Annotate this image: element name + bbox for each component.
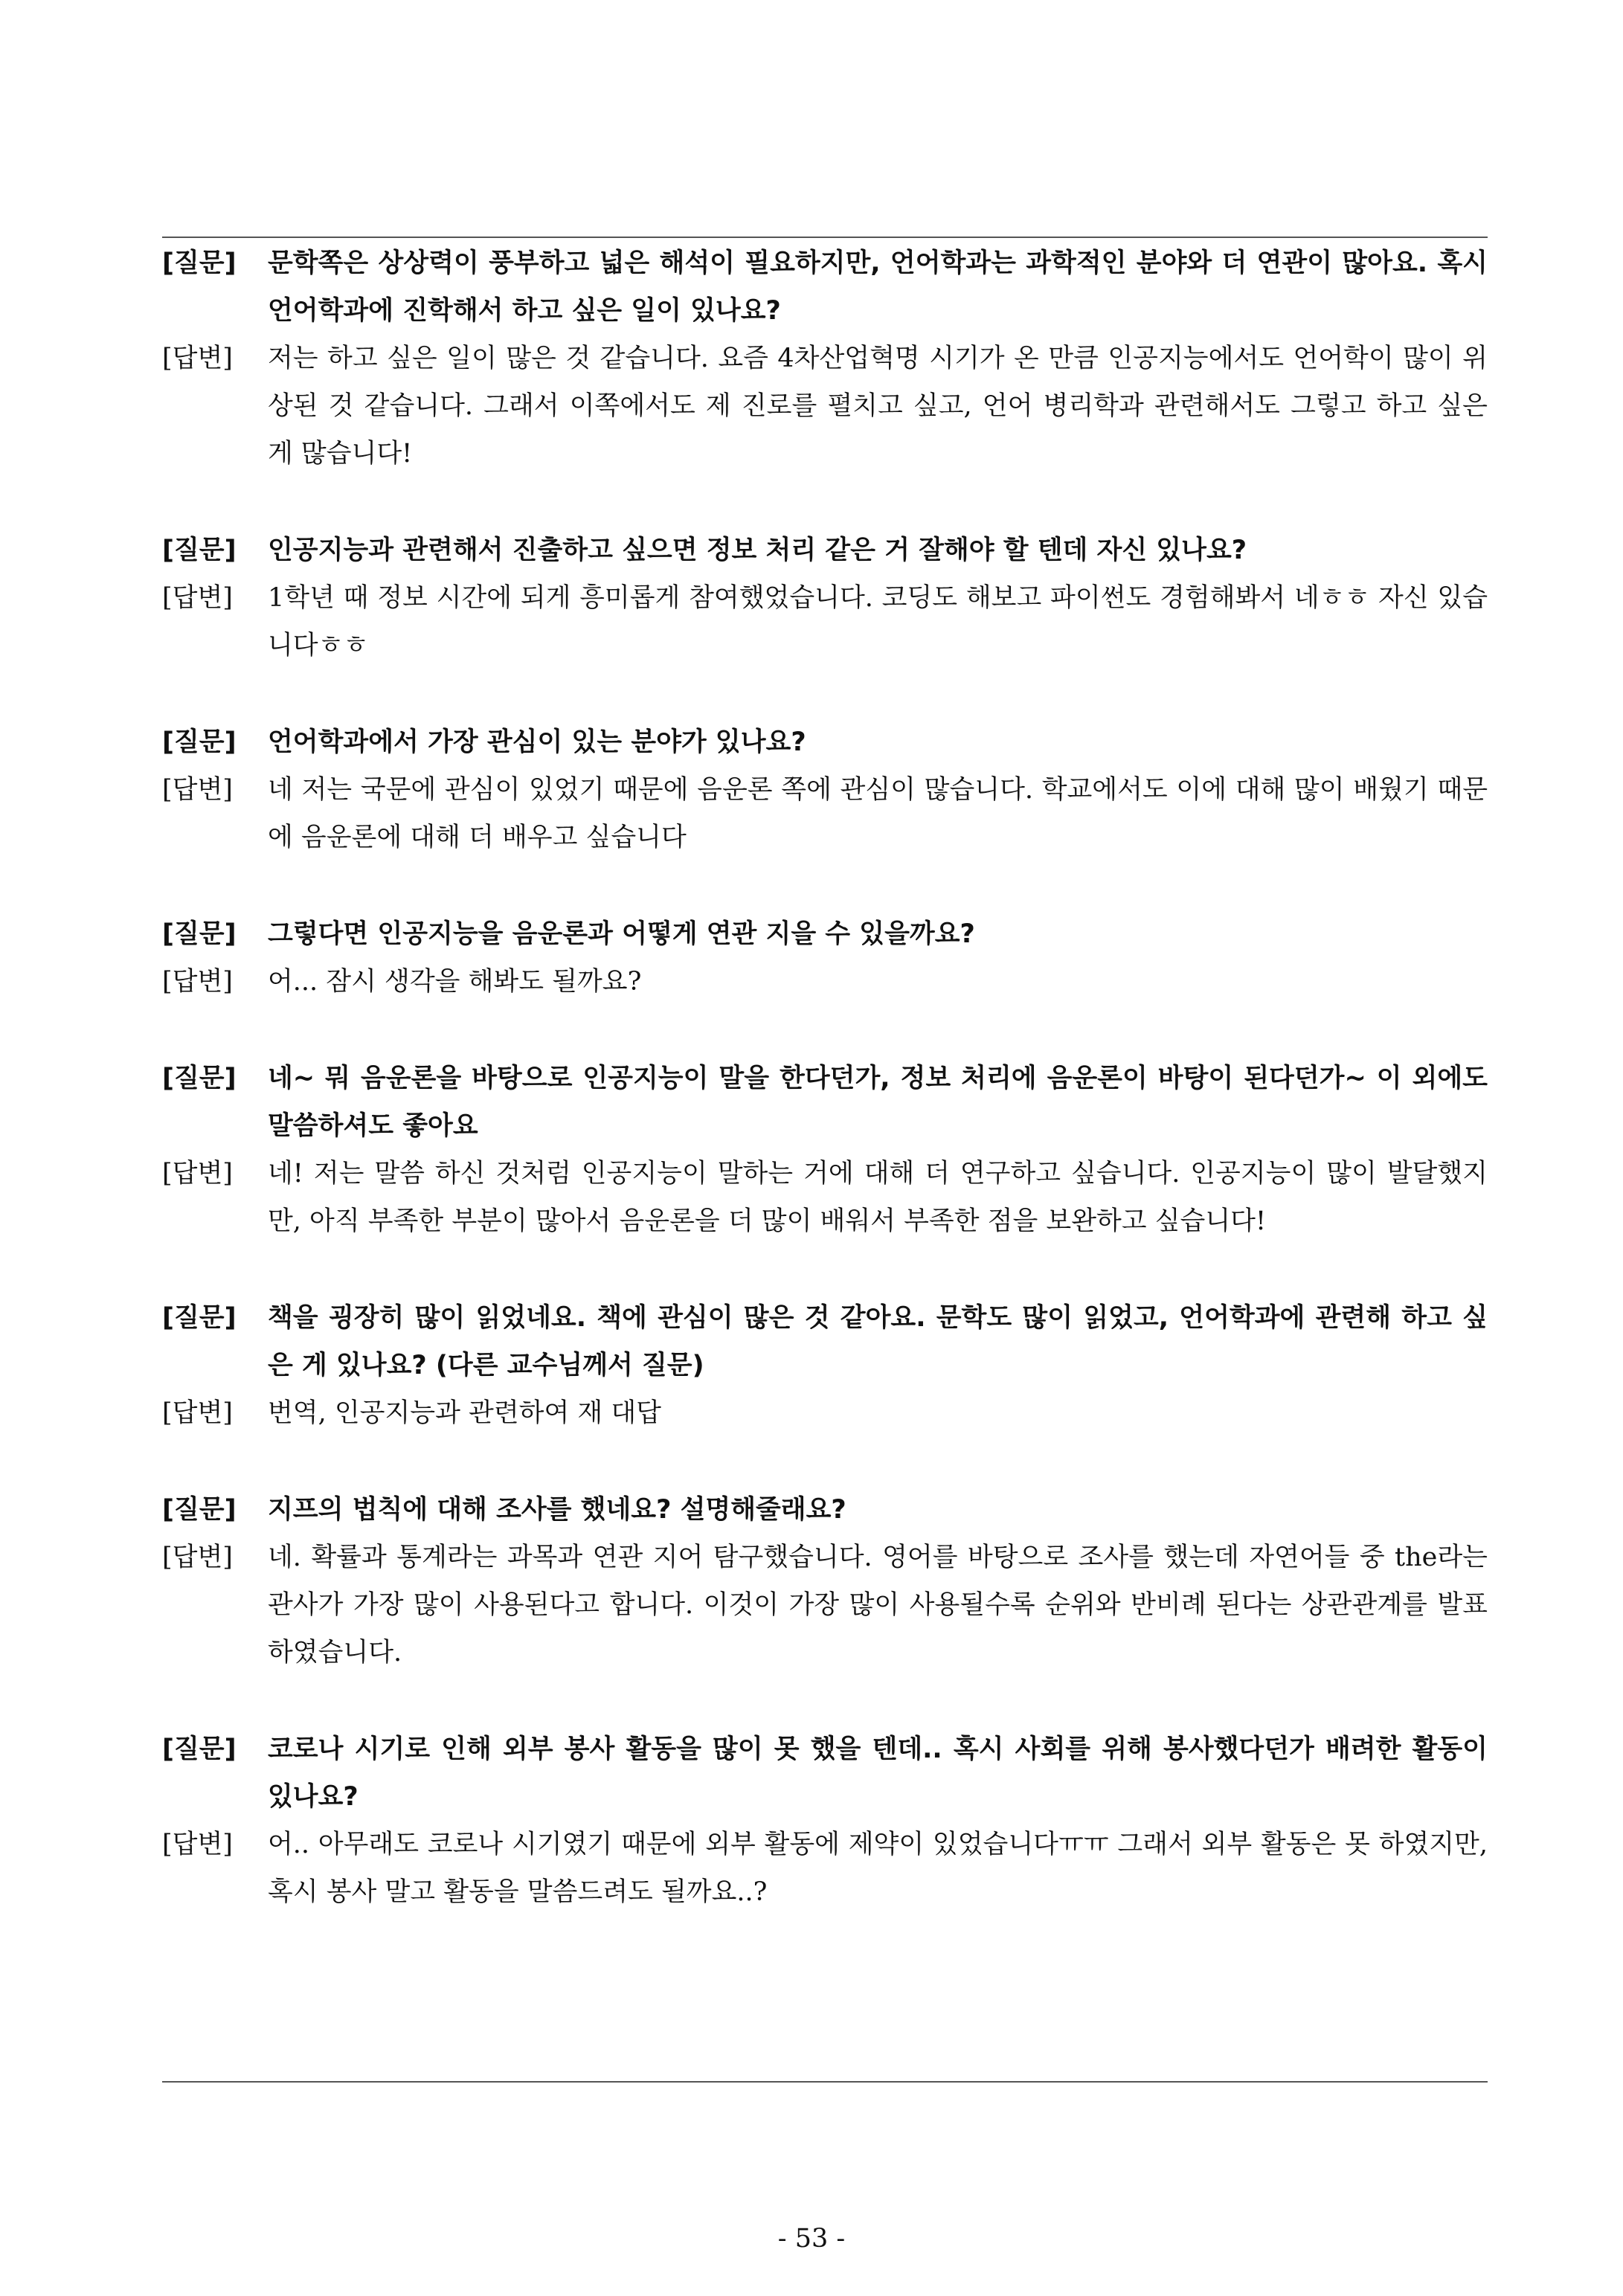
- qa-item: [162, 1294, 1488, 1437]
- qa-item: [162, 527, 1488, 669]
- question-text: 책을 굉장히 많이 읽었네요. 책에 관심이 많은 것 같아요. 문학도 많이 읽었고, 언어학과에 관련해 하고 싶은 게 있나요? (다른 교수님께서 질문): [268, 1303, 1488, 1380]
- answer-text: 네 저는 국문에 관심이 있었기 때문에 음운론 쪽에 관심이 많습니다. 학교에서도 이에 대해 많이 배웠기 때문에 음운론에 대해 더 배우고 싶습니다: [268, 775, 1488, 852]
- question-tag: [질문]: [162, 1303, 237, 1333]
- answer-text: 번역, 인공지능과 관련하여 재 대답: [268, 1398, 661, 1428]
- qa-item: [162, 1486, 1488, 1676]
- qa-item: [162, 910, 1488, 1006]
- answer: [162, 1821, 1488, 1916]
- question: [162, 1294, 1488, 1389]
- answer-tag: [답변]: [162, 583, 233, 613]
- answer-tag: [답변]: [162, 344, 233, 373]
- answer: [162, 1534, 1488, 1676]
- interview-transcript: [162, 239, 1488, 1965]
- answer: [162, 1389, 1488, 1437]
- question: [162, 1726, 1488, 1821]
- bottom-rule: [162, 2081, 1488, 2083]
- page-number: - 53 -: [777, 2224, 846, 2254]
- answer-text: 1학년 때 정보 시간에 되게 흥미롭게 참여했었습니다. 코딩도 해보고 파이썬도 경험해봐서 네ㅎㅎ 자신 있습니다ㅎㅎ: [268, 583, 1488, 660]
- answer: [162, 574, 1488, 669]
- question-tag: [질문]: [162, 536, 237, 565]
- question-text: 언어학과에서 가장 관심이 있는 분야가 있나요?: [268, 727, 806, 757]
- answer: [162, 766, 1488, 861]
- answer: [162, 958, 1488, 1006]
- question-tag: [질문]: [162, 1064, 237, 1093]
- question-tag: [질문]: [162, 248, 237, 278]
- qa-item: [162, 1055, 1488, 1245]
- question: [162, 1486, 1488, 1534]
- question-text: 코로나 시기로 인해 외부 봉사 활동을 많이 못 했을 텐데.. 혹시 사회를 위해 봉사했다던가 배려한 활동이 있나요?: [268, 1734, 1488, 1812]
- question: [162, 1055, 1488, 1150]
- answer-tag: [답변]: [162, 967, 233, 997]
- qa-item: [162, 239, 1488, 477]
- answer-text: 어... 잠시 생각을 해봐도 될까요?: [268, 967, 642, 997]
- qa-item: [162, 1726, 1488, 1916]
- question-text: 네~ 뭐 음운론을 바탕으로 인공지능이 말을 한다던가, 정보 처리에 음운론이 바탕이 된다던가~ 이 외에도 말씀하셔도 좋아요: [268, 1064, 1488, 1141]
- question: [162, 910, 1488, 958]
- question-tag: [질문]: [162, 1495, 237, 1525]
- question-text: 그렇다면 인공지능을 음운론과 어떻게 연관 지을 수 있을까요?: [268, 919, 975, 949]
- question-tag: [질문]: [162, 727, 237, 757]
- question-text: 문학쪽은 상상력이 풍부하고 넓은 해석이 필요하지만, 언어학과는 과학적인 분야와 더 연관이 많아요. 혹시 언어학과에 진학해서 하고 싶은 일이 있나요?: [268, 248, 1488, 326]
- answer-tag: [답변]: [162, 1543, 233, 1572]
- top-rule: [162, 237, 1488, 238]
- question: [162, 239, 1488, 335]
- question: [162, 527, 1488, 574]
- question-tag: [질문]: [162, 919, 237, 949]
- qa-item: [162, 718, 1488, 861]
- question-tag: [질문]: [162, 1734, 237, 1764]
- answer: [162, 335, 1488, 477]
- question-text: 지프의 법칙에 대해 조사를 했네요? 설명해줄래요?: [268, 1495, 846, 1525]
- answer-text: 네. 확률과 통계라는 과목과 연관 지어 탐구했습니다. 영어를 바탕으로 조사를 했는데 자연어들 중 the라는 관사가 가장 많이 사용된다고 합니다. 이것이 가장 많이 사용될수록 순위와 반비례 된다는 상관관계를 발표하였습니다.: [268, 1543, 1488, 1668]
- answer-text: 네! 저는 말씀 하신 것처럼 인공지능이 말하는 거에 대해 더 연구하고 싶습니다. 인공지능이 많이 발달했지만, 아직 부족한 부분이 많아서 음운론을 더 많이 배워서 부족한 점을 보완하고 싶습니다!: [268, 1159, 1488, 1236]
- answer-tag: [답변]: [162, 775, 233, 805]
- question-text: 인공지능과 관련해서 진출하고 싶으면 정보 처리 같은 거 잘해야 할 텐데 자신 있나요?: [268, 536, 1247, 565]
- question: [162, 718, 1488, 766]
- answer-tag: [답변]: [162, 1159, 233, 1189]
- answer-tag: [답변]: [162, 1830, 233, 1859]
- answer-text: 어.. 아무래도 코로나 시기였기 때문에 외부 활동에 제약이 있었습니다ㅠㅠ 그래서 외부 활동은 못 하였지만, 혹시 봉사 말고 활동을 말씀드려도 될까요..?: [268, 1830, 1488, 1907]
- answer-tag: [답변]: [162, 1398, 233, 1428]
- answer-text: 저는 하고 싶은 일이 많은 것 같습니다. 요즘 4차산업혁명 시기가 온 만큼 인공지능에서도 언어학이 많이 위상된 것 같습니다. 그래서 이쪽에서도 제 진로를 펼치고 싶고, 언어 병리학과 관련해서도 그렇고 하고 싶은 게 많습니다!: [268, 344, 1488, 469]
- answer: [162, 1150, 1488, 1245]
